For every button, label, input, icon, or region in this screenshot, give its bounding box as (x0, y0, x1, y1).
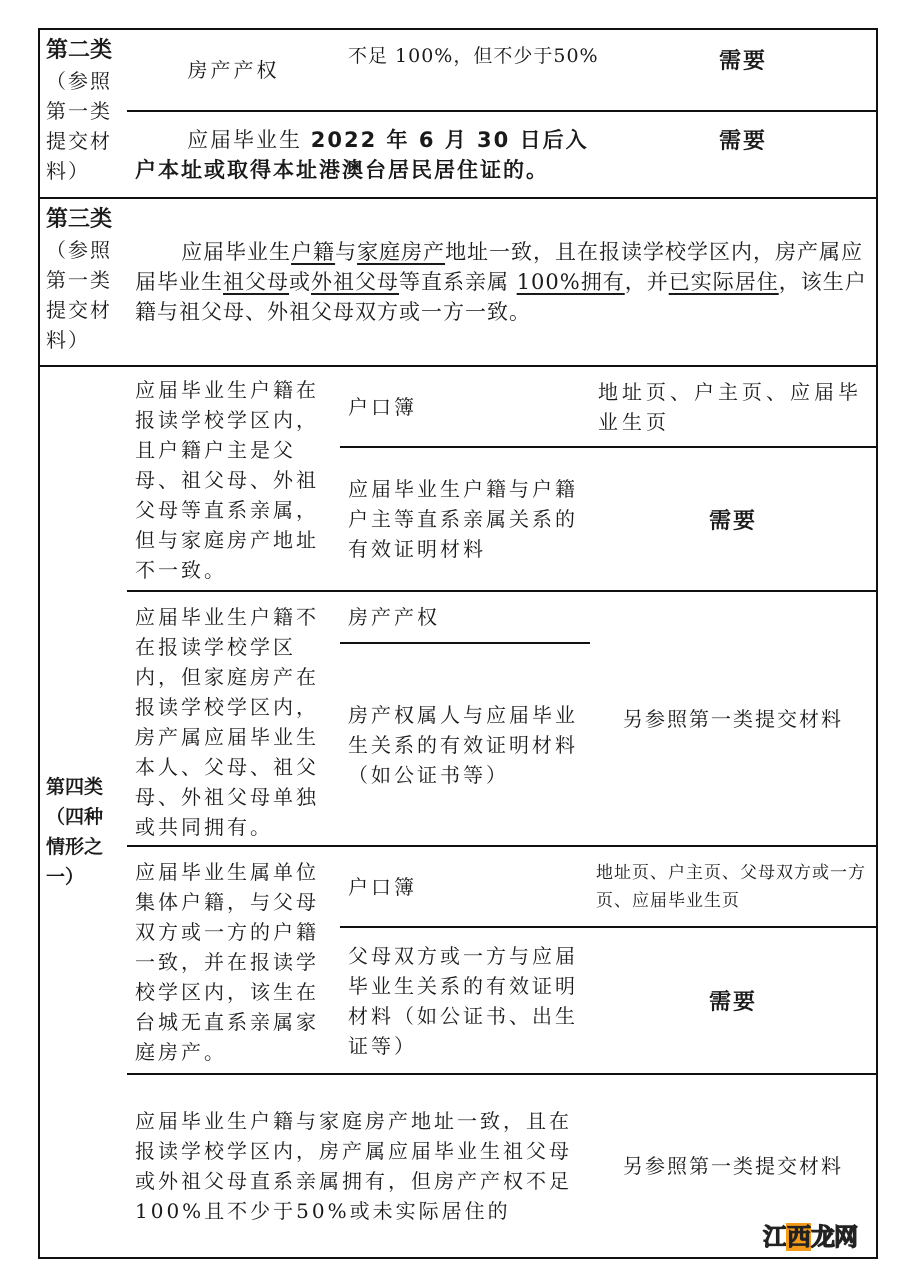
category3-title: 第三类 (46, 207, 113, 232)
case2-material2-cell (340, 642, 592, 847)
seg: 或 (289, 270, 311, 294)
category2-title: 第二类 (46, 38, 113, 63)
case4-requirement: 另参照第一类提交材料 (623, 1154, 843, 1178)
case4-description: 应届毕业生户籍与家庭房产地址一致，且在报读学校学区内，房产属应届毕业生祖父母或外祖父母直系亲属拥有，但房产产权不足100%且不少于50%或未实际居住的 (135, 1109, 572, 1223)
seg-underlined: 家庭房产 (357, 240, 446, 264)
category2-requirement-b: 需要 (718, 129, 767, 154)
seg-underlined: 户籍 (291, 240, 336, 264)
seg: 地址一致，且在报读学校学区内，房产属应届毕业生 (135, 240, 864, 294)
case1-requirement2: 需要 (708, 508, 757, 534)
category2-requirement-a-cell (610, 28, 878, 112)
seg: 应届毕业生 (181, 240, 292, 264)
case2-material2: 房产权属人与应届毕业生关系的有效证明材料（如公证书等） (348, 702, 578, 787)
case3-requirement2: 需要 (708, 990, 757, 1015)
category2-requirement-a: 需要 (718, 49, 767, 74)
seg: 与 (335, 240, 358, 264)
case1-material2: 应届毕业生户籍与户籍户主等直系亲属关系的有效证明材料 (348, 477, 578, 561)
site-watermark-logo (763, 1222, 857, 1252)
case1-description-cell (127, 365, 342, 592)
case1-requirement2-cell (590, 446, 878, 592)
category2-deadline-bold: 2022 年 6 月 30 日后入户本址或取得本址港澳台居民居住证的。 (135, 127, 589, 182)
case2-material1: 房产产权 (348, 605, 440, 629)
case1-material1-cell (340, 365, 592, 448)
category4-label-cell (38, 365, 129, 1259)
case1-material1: 户口簿 (348, 394, 417, 419)
case4-description-cell (127, 1073, 592, 1259)
category3-text-cell (127, 197, 878, 367)
seg-underlined: 100%拥有 (516, 270, 625, 294)
seg: ，该生户籍与祖父母、外祖父母双方或一方一致。 (135, 270, 867, 324)
category3-label-cell (38, 197, 129, 367)
category2-requirement-b-cell (610, 110, 878, 199)
seg: ，并 (624, 270, 669, 294)
case3-material2: 父母双方或一方与应届毕业生关系的有效证明材料（如公证书、出生证等） (348, 943, 578, 1058)
case3-material2-cell (340, 926, 592, 1075)
category2-condition: 不足 100%，但不少于50% (348, 45, 599, 67)
case1-description: 应届毕业生户籍在报读学校学区内，且户籍户主是父母、祖父母、外祖父母等直系亲属，但与家庭房产地址不一致。 (135, 378, 319, 582)
category3-text (127, 207, 876, 357)
case3-requirement1: 地址页、户主页、父母双方或一方页、应届毕业生页 (596, 862, 866, 911)
category2-subtitle: （参照第一类提交材料） (46, 69, 112, 183)
case3-requirement1-cell (590, 845, 878, 928)
watermark-part2: 西 (787, 1223, 810, 1251)
case3-requirement2-cell (590, 926, 878, 1075)
category2-item: 房产产权 (187, 58, 280, 82)
seg-underlined: 外祖父母 (311, 270, 399, 294)
category4-title: 第四类（四种情形之一） (46, 776, 104, 888)
case2-description: 应届毕业生户籍不在报读学校学区内，但家庭房产在报读学校学区内，房产属应届毕业生本人、父母、祖父母、外祖父母单独或共同拥有。 (135, 605, 319, 839)
watermark-part1: 江 (763, 1223, 786, 1251)
case2-description-cell (127, 590, 342, 847)
category2-deadline-prefix: 应届毕业生 (187, 127, 311, 152)
case2-requirement-cell (590, 590, 878, 847)
seg-underlined: 祖父母 (223, 270, 289, 294)
case3-description-cell (127, 845, 342, 1075)
case3-material1-cell (340, 845, 592, 928)
watermark-part3: 龙网 (811, 1223, 857, 1251)
category2-label-cell (38, 28, 129, 199)
seg: 等直系亲属 (399, 270, 517, 294)
case2-requirement: 另参照第一类提交材料 (623, 706, 843, 731)
case2-material1-cell (340, 590, 592, 644)
case1-requirement1-cell (590, 365, 878, 448)
category3-subtitle: （参照第一类提交材料） (46, 238, 112, 352)
case1-requirement1: 地址页、户主页、应届毕业生页 (598, 379, 862, 434)
case3-material1: 户口簿 (348, 874, 417, 899)
category2-deadline-cell (127, 110, 612, 199)
case3-description: 应届毕业生属单位集体户籍，与父母双方或一方的户籍一致，并在报读学校学区内，该生在台城无直系亲属家庭房产。 (135, 860, 319, 1064)
seg-underlined: 已实际居住 (668, 270, 779, 294)
case1-material2-cell (340, 446, 592, 592)
